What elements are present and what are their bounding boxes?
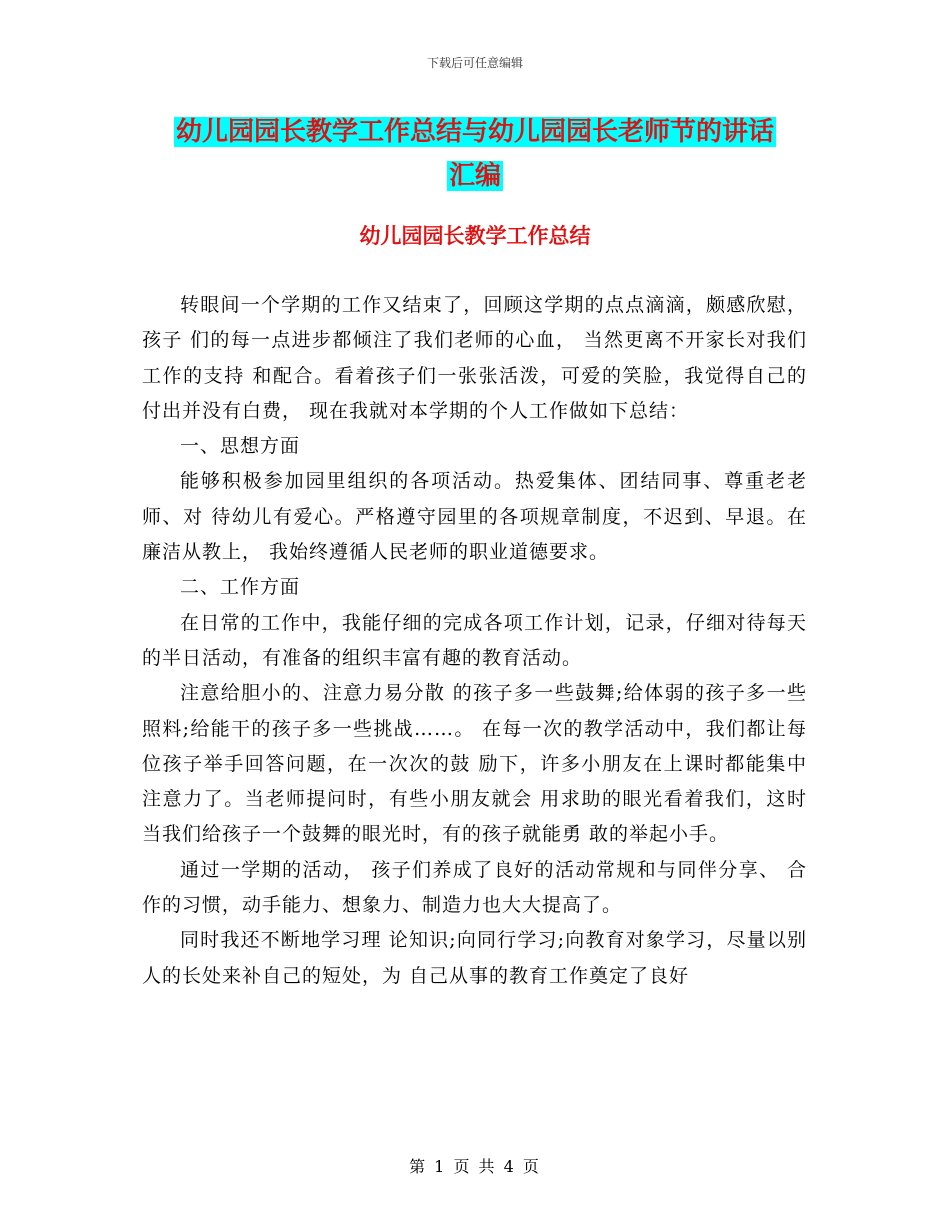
page-number: 第 1 页 共 4 页 [409, 1157, 541, 1176]
paragraph-intro: 转眼间一个学期的工作又结束了，回顾这学期的点点滴滴，颇感欣慰，孩子 们的每一点进步都倾注了我们老师的心血， 当然更离不开家长对我们工作的支持 和配合。看着孩子们一张张活泼，可爱的笑脸，我觉得自己的付出并没有白费， 现在我就对本学期的个人工作做如下总结： [142, 294, 807, 422]
document-title-line-1: 幼儿园园长教学工作总结与幼儿园园长老师节的讲话 [175, 117, 774, 147]
paragraph-habits: 通过一学期的活动， 孩子们养成了良好的活动常规和与同伴分享、 合作的习惯，动手能力、想象力、制造力也大大提高了。 [142, 858, 807, 917]
body-text [142, 288, 807, 994]
heading-ideology: 一、思想方面 [180, 435, 301, 458]
section-title: 幼儿园园长教学工作总结 [359, 224, 591, 248]
paragraph-daily-work: 在日常的工作中，我能仔细的完成各项工作计划，记录，仔细对待每天 的半日活动，有准备的组织丰富有趣的教育活动。 [142, 611, 807, 669]
document-title [0, 110, 950, 198]
document-title-line-2: 汇编 [448, 161, 501, 191]
heading-work: 二、工作方面 [180, 576, 301, 599]
paragraph-ideology: 能够积极参加园里组织的各项活动。热爱集体、团结同事、尊重老老师、对 待幼儿有爱心。严格遵守园里的各项规章制度，不迟到、早退。在廉洁从教上， 我始终遵循人民老师的职业道德要求。 [142, 470, 807, 564]
paragraph-learning: 同时我还不断地学习理 论知识;向同行学习;向教育对象学习，尽量以别人的长处来补自己的短处，为 自己从事的教育工作奠定了良好 [142, 929, 807, 987]
paragraph-encouragement: 注意给胆小的、注意力易分散 的孩子多一些鼓舞;给体弱的孩子多一些照料;给能干的孩子多一些挑战……。 在每一次的教学活动中，我们都让每位孩子举手回答问题，在一次次的鼓 励下，许多小朋友在上课时都能集中注意力了。当老师提问时，有些小朋友就会 用求助的眼光看着我们，这时当我们给孩子一个鼓舞的眼光时，有的孩子就能勇 敢的举起小手。 [142, 682, 807, 846]
header-note: 下载后可任意编辑 [426, 56, 523, 70]
